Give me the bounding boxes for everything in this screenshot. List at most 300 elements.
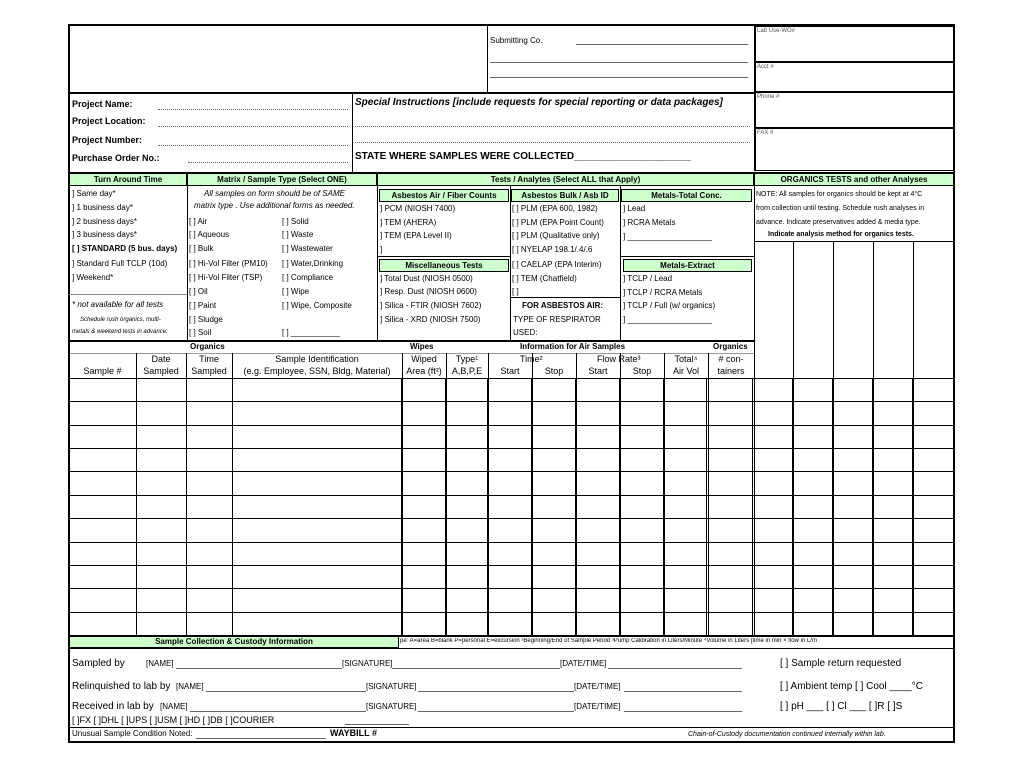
table-cell[interactable] (793, 379, 833, 402)
name-label: [NAME] (176, 682, 204, 691)
table-cell[interactable] (793, 519, 833, 542)
asbestos-bulk-option[interactable]: [ ] PLM (Qualitative only) (512, 231, 600, 240)
turn-around-item[interactable]: ] Standard Full TCLP (10d) (72, 259, 168, 268)
table-cell[interactable] (793, 495, 833, 518)
table-cell[interactable] (402, 565, 446, 588)
table-cell[interactable] (531, 519, 575, 542)
table-cell[interactable] (833, 565, 873, 588)
custody-header: Sample Collection & Custody Information (69, 636, 399, 648)
name-label: [NAME] (160, 702, 188, 711)
sample-return-checkbox[interactable]: [ ] Sample return requested (780, 658, 902, 669)
table-cell[interactable] (753, 565, 793, 588)
table-cell[interactable] (232, 542, 402, 565)
matrix-option[interactable]: [ ] Hi-Vol Filter (PM10) (189, 259, 268, 268)
table-cell[interactable] (793, 565, 833, 588)
table-cell[interactable] (912, 495, 953, 518)
table-cell[interactable] (833, 612, 873, 635)
received-signature-field[interactable] (418, 711, 574, 712)
table-cell[interactable] (912, 425, 953, 448)
table-cell[interactable] (707, 589, 753, 612)
asbestos-bulk-option[interactable]: [ ] NYELAP 198.1/.4/.6 (512, 245, 593, 254)
metals-extract-header: Metals-Extract (623, 259, 752, 272)
misc-test-option[interactable]: ] Silica - FTIR (NIOSH 7602) (380, 301, 482, 310)
table-cell[interactable] (833, 472, 873, 495)
table-cell[interactable] (488, 449, 532, 472)
table-cell[interactable] (619, 425, 663, 448)
matrix-option[interactable]: [ ] Compliance (282, 273, 334, 282)
table-cell[interactable] (663, 425, 707, 448)
table-cell[interactable] (793, 425, 833, 448)
table-cell[interactable] (232, 449, 402, 472)
received-label: Received in lab by (72, 701, 154, 712)
metals-extract-option[interactable]: ] TCLP / Lead (623, 274, 673, 283)
table-cell[interactable] (663, 449, 707, 472)
table-cell[interactable] (575, 425, 619, 448)
table-cell[interactable] (575, 402, 619, 425)
table-cell[interactable] (446, 449, 488, 472)
table-cell[interactable] (402, 379, 446, 402)
purchase-order-label: Purchase Order No.: (72, 153, 160, 163)
asbestos-bulk-option[interactable]: [ ] TEM (Chatfield) (512, 274, 577, 283)
table-cell[interactable] (707, 449, 753, 472)
table-cell[interactable] (833, 589, 873, 612)
matrix-option[interactable]: [ ] Wipe (282, 287, 310, 296)
table-cell[interactable] (833, 402, 873, 425)
sampled-by-name-field[interactable] (176, 668, 342, 669)
table-cell[interactable] (912, 402, 953, 425)
table-cell[interactable] (402, 402, 446, 425)
table-cell[interactable] (619, 542, 663, 565)
metals-total-option[interactable]: ] ___________________ (623, 232, 712, 241)
table-cell[interactable] (753, 379, 793, 402)
table-cell[interactable] (186, 402, 232, 425)
table-cell[interactable] (707, 402, 753, 425)
metals-extract-option[interactable]: ] ___________________ (623, 315, 712, 324)
project-name-label: Project Name: (72, 99, 133, 109)
column-header: Sample # (83, 366, 122, 376)
table-cell[interactable] (186, 519, 232, 542)
purchase-order-field[interactable] (188, 162, 348, 163)
table-cell[interactable] (753, 495, 793, 518)
table-cell[interactable] (136, 565, 186, 588)
phone-box[interactable] (755, 92, 954, 128)
matrix-header: Matrix / Sample Type (Select ONE) (187, 173, 377, 186)
table-cell[interactable] (446, 379, 488, 402)
asbestos-air-option[interactable]: ] (380, 245, 383, 254)
table-row (70, 542, 954, 565)
table-row (70, 589, 954, 612)
table-cell[interactable] (707, 612, 753, 635)
table-cell[interactable] (232, 519, 402, 542)
table-row (70, 379, 954, 402)
column-header: Type¹ (455, 354, 479, 364)
table-cell[interactable] (707, 565, 753, 588)
turn-around-item[interactable]: ] 3 business days* (72, 230, 137, 239)
table-cell[interactable] (446, 542, 488, 565)
table-cell[interactable] (619, 565, 663, 588)
table-cell[interactable] (402, 589, 446, 612)
table-cell[interactable] (531, 449, 575, 472)
ph-checkbox[interactable]: [ ] pH ___ [ ] Cl ___ [ ]R [ ]S (780, 701, 903, 712)
table-cell[interactable] (488, 565, 532, 588)
table-cell[interactable] (793, 612, 833, 635)
table-cell[interactable] (873, 495, 913, 518)
table-cell[interactable] (663, 379, 707, 402)
matrix-option[interactable]: [ ] Water,Drinking (282, 259, 344, 268)
ambient-temp-checkbox[interactable]: [ ] Ambient temp [ ] Cool ____°C (780, 681, 923, 692)
table-cell[interactable] (575, 612, 619, 635)
table-cell[interactable] (575, 589, 619, 612)
table-cell[interactable] (531, 402, 575, 425)
table-cell[interactable] (70, 589, 137, 612)
table-row (70, 495, 954, 518)
turn-around-note: Schedule rush organics, multi- (80, 317, 161, 323)
project-location-label: Project Location: (72, 116, 146, 126)
respirator-label: TYPE OF RESPIRATOR (513, 315, 601, 324)
matrix-option[interactable]: [ ] Aqueous (189, 230, 230, 239)
table-cell[interactable] (232, 402, 402, 425)
table-cell[interactable] (70, 379, 137, 402)
table-cell[interactable] (232, 612, 402, 635)
table-cell[interactable] (619, 519, 663, 542)
metals-total-option[interactable]: ] RCRA Metals (623, 218, 676, 227)
table-cell[interactable] (873, 379, 913, 402)
table-cell[interactable] (575, 542, 619, 565)
table-cell[interactable] (873, 472, 913, 495)
table-cell[interactable] (912, 589, 953, 612)
table-row (70, 472, 954, 495)
project-number-field[interactable] (158, 145, 348, 146)
turn-around-item[interactable]: ] 1 business day* (72, 203, 133, 212)
table-cell[interactable] (232, 495, 402, 518)
signature-label: [SIGNATURE] (342, 659, 393, 668)
state-collected-label: STATE WHERE SAMPLES WERE COLLECTED_____________________ (355, 151, 691, 162)
table-cell[interactable] (873, 612, 913, 635)
table-cell[interactable] (402, 472, 446, 495)
table-cell[interactable] (402, 495, 446, 518)
table-cell[interactable] (446, 425, 488, 448)
table-cell[interactable] (619, 495, 663, 518)
matrix-option[interactable]: [ ] ___________ (282, 328, 340, 337)
table-cell[interactable] (232, 472, 402, 495)
misc-test-option[interactable]: ] Silica - XRD (NIOSH 7500) (380, 315, 481, 324)
table-cell[interactable] (912, 449, 953, 472)
tests-header: Tests / Analytes (Select ALL that Apply) (377, 173, 754, 186)
table-cell[interactable] (70, 425, 137, 448)
table-cell[interactable] (186, 542, 232, 565)
acct-box[interactable] (755, 62, 954, 92)
table-cell[interactable] (663, 495, 707, 518)
table-cell[interactable] (136, 612, 186, 635)
table-cell[interactable] (753, 472, 793, 495)
table-cell[interactable] (70, 449, 137, 472)
asbestos-air-respirator-title: FOR ASBESTOS AIR: (522, 301, 604, 310)
column-header: Start (500, 366, 520, 376)
table-cell[interactable] (531, 612, 575, 635)
table-cell[interactable] (619, 472, 663, 495)
table-cell[interactable] (575, 472, 619, 495)
table-cell[interactable] (70, 612, 137, 635)
turn-around-item[interactable]: ] 2 business days* (72, 217, 137, 226)
table-cell[interactable] (186, 565, 232, 588)
table-cell[interactable] (663, 519, 707, 542)
table-cell[interactable] (833, 495, 873, 518)
datetime-label: [DATE/TIME] (574, 682, 621, 691)
turn-around-item[interactable]: ] Weekend* (72, 273, 114, 282)
matrix-option[interactable]: [ ] Soil (189, 328, 212, 337)
table-cell[interactable] (186, 379, 232, 402)
table-cell[interactable] (232, 425, 402, 448)
table-cell[interactable] (663, 472, 707, 495)
sampled-by-datetime-field[interactable] (608, 668, 742, 669)
table-cell[interactable] (136, 495, 186, 518)
table-cell[interactable] (136, 402, 186, 425)
table-cell[interactable] (753, 449, 793, 472)
table-cell[interactable] (575, 379, 619, 402)
matrix-option[interactable]: [ ] Wipe, Composite (282, 301, 352, 310)
table-cell[interactable] (402, 612, 446, 635)
matrix-option[interactable]: [ ] Oil (189, 287, 208, 296)
table-cell[interactable] (619, 612, 663, 635)
asbestos-bulk-option[interactable]: [ ] PLM (EPA 600, 1982) (512, 204, 598, 213)
turn-around-header: Turn Around Time (69, 173, 187, 186)
metals-total-option[interactable]: ] Lead (623, 204, 646, 213)
table-cell[interactable] (619, 589, 663, 612)
table-cell[interactable] (663, 402, 707, 425)
column-header: Stop (632, 366, 652, 376)
table-cell[interactable] (873, 589, 913, 612)
table-cell[interactable] (707, 519, 753, 542)
metals-extract-option[interactable]: ] TCLP / RCRA Metals (623, 288, 703, 297)
table-cell[interactable] (707, 542, 753, 565)
table-cell[interactable] (793, 472, 833, 495)
table-cell[interactable] (663, 565, 707, 588)
relinquished-datetime-field[interactable] (624, 691, 742, 692)
metals-extract-option[interactable]: ] TCLP / Full (w/ organics) (623, 301, 716, 310)
column-header: A,B,P,E (451, 366, 483, 376)
matrix-option[interactable]: [ ] Waste (282, 230, 314, 239)
table-cell[interactable] (575, 449, 619, 472)
table-cell[interactable] (70, 495, 137, 518)
shipping-options[interactable]: [ ]FX [ ]DHL [ ]UPS [ ]USM [ ]HD [ ]DB [ ]COURIER (72, 715, 275, 725)
table-cell[interactable] (488, 589, 532, 612)
table-cell[interactable] (912, 472, 953, 495)
table-cell[interactable] (232, 565, 402, 588)
table-cell[interactable] (136, 472, 186, 495)
misc-tests-header: Miscellaneous Tests (379, 259, 509, 272)
misc-test-option[interactable]: ] Total Dust (NIOSH 0500) (380, 274, 473, 283)
table-cell[interactable] (531, 495, 575, 518)
table-cell[interactable] (793, 589, 833, 612)
table-cell[interactable] (619, 379, 663, 402)
table-cell[interactable] (531, 565, 575, 588)
sampled-by-signature-field[interactable] (392, 668, 560, 669)
table-cell[interactable] (488, 472, 532, 495)
sampled-by-label: Sampled by (72, 658, 125, 669)
table-cell[interactable] (70, 542, 137, 565)
table-cell[interactable] (531, 472, 575, 495)
table-cell[interactable] (753, 425, 793, 448)
table-cell[interactable] (136, 542, 186, 565)
turn-around-item[interactable]: ] Same day* (72, 189, 116, 198)
table-cell[interactable] (575, 565, 619, 588)
table-cell[interactable] (793, 449, 833, 472)
table-cell[interactable] (707, 425, 753, 448)
organics-note: NOTE: All samples for organics should be kept at 4°C (756, 191, 923, 198)
table-cell[interactable] (912, 565, 953, 588)
received-name-field[interactable] (190, 711, 366, 712)
table-group-wipes: Wipes (410, 342, 434, 351)
asbestos-bulk-option[interactable]: [ ] CAELAP (EPA Interim) (512, 260, 602, 269)
matrix-option[interactable]: [ ] Paint (189, 301, 217, 310)
table-cell[interactable] (136, 589, 186, 612)
table-row (70, 565, 954, 588)
table-cell[interactable] (707, 495, 753, 518)
table-cell[interactable] (753, 542, 793, 565)
table-cell[interactable] (707, 379, 753, 402)
project-location-field[interactable] (158, 126, 348, 127)
signature-label: [SIGNATURE] (366, 702, 417, 711)
signature-label: [SIGNATURE] (366, 682, 417, 691)
table-cell[interactable] (753, 402, 793, 425)
table-cell[interactable] (873, 542, 913, 565)
table-cell[interactable] (488, 495, 532, 518)
matrix-option[interactable]: [ ] Air (189, 217, 208, 226)
table-cell[interactable] (446, 589, 488, 612)
table-cell[interactable] (446, 402, 488, 425)
table-cell[interactable] (186, 612, 232, 635)
table-cell[interactable] (912, 612, 953, 635)
table-cell[interactable] (531, 379, 575, 402)
table-cell[interactable] (488, 612, 532, 635)
matrix-option[interactable]: [ ] Solid (282, 217, 309, 226)
table-cell[interactable] (446, 519, 488, 542)
table-cell[interactable] (186, 449, 232, 472)
table-cell[interactable] (753, 612, 793, 635)
table-cell[interactable] (446, 565, 488, 588)
table-cell[interactable] (402, 519, 446, 542)
column-header: Stop (544, 366, 564, 376)
table-cell[interactable] (186, 425, 232, 448)
matrix-option[interactable]: [ ] Bulk (189, 244, 214, 253)
table-cell[interactable] (488, 542, 532, 565)
table-cell[interactable] (488, 402, 532, 425)
table-cell[interactable] (531, 425, 575, 448)
column-header: (e.g. Employee, SSN, Bldg, Material) (243, 366, 391, 376)
table-cell[interactable] (136, 519, 186, 542)
table-cell[interactable] (873, 519, 913, 542)
table-cell[interactable] (912, 519, 953, 542)
table-row (70, 519, 954, 542)
matrix-option[interactable]: [ ] Hi-Vol Filter (TSP) (189, 273, 263, 282)
table-cell[interactable] (753, 519, 793, 542)
table-row (70, 449, 954, 472)
organics-note: Indicate analysis method for organics tests. (768, 231, 914, 238)
table-cell[interactable] (488, 425, 532, 448)
asbestos-bulk-option[interactable]: [ ] PLM (EPA Point Count) (512, 218, 604, 227)
table-cell[interactable] (833, 542, 873, 565)
received-datetime-field[interactable] (624, 711, 742, 712)
table-cell[interactable] (136, 449, 186, 472)
turn-around-item[interactable]: [ ] STANDARD (5 bus. days) (72, 244, 178, 253)
project-name-field[interactable] (158, 109, 348, 110)
table-cell[interactable] (619, 402, 663, 425)
table-cell[interactable] (707, 472, 753, 495)
asbestos-air-option[interactable]: ] TEM (AHERA) (380, 218, 437, 227)
table-cell[interactable] (793, 542, 833, 565)
matrix-option[interactable]: [ ] Sludge (189, 315, 223, 324)
asbestos-bulk-option[interactable]: [ ] (512, 287, 519, 296)
table-cell[interactable] (873, 565, 913, 588)
table-cell[interactable] (402, 542, 446, 565)
table-cell[interactable] (186, 472, 232, 495)
misc-test-option[interactable]: ] Resp. Dust (NIOSH 0600) (380, 287, 477, 296)
table-cell[interactable] (575, 519, 619, 542)
table-cell[interactable] (531, 542, 575, 565)
asbestos-air-option[interactable]: ] PCM (NIOSH 7400) (380, 204, 456, 213)
table-cell[interactable] (446, 472, 488, 495)
fax-box[interactable] (755, 128, 954, 171)
unusual-condition-field[interactable] (196, 738, 326, 739)
table-cell[interactable] (793, 402, 833, 425)
table-cell[interactable] (232, 589, 402, 612)
table-row (70, 402, 954, 425)
table-group-air: Information for Air Samples (520, 342, 626, 351)
column-header: # con- (718, 354, 744, 364)
table-cell[interactable] (186, 495, 232, 518)
table-cell[interactable] (488, 379, 532, 402)
table-cell[interactable] (70, 402, 137, 425)
table-cell[interactable] (232, 379, 402, 402)
table-cell[interactable] (753, 589, 793, 612)
table-cell[interactable] (912, 379, 953, 402)
table-cell[interactable] (833, 379, 873, 402)
table-cell[interactable] (833, 449, 873, 472)
table-cell[interactable] (873, 449, 913, 472)
table-cell[interactable] (402, 425, 446, 448)
table-cell[interactable] (136, 379, 186, 402)
datetime-label: [DATE/TIME] (574, 702, 621, 711)
table-cell[interactable] (186, 589, 232, 612)
table-cell[interactable] (873, 425, 913, 448)
table-cell[interactable] (70, 565, 137, 588)
table-cell[interactable] (663, 589, 707, 612)
asbestos-air-option[interactable]: ] TEM (EPA Level II) (380, 231, 452, 240)
table-cell[interactable] (488, 519, 532, 542)
table-cell[interactable] (70, 472, 137, 495)
table-cell[interactable] (575, 495, 619, 518)
table-cell[interactable] (70, 519, 137, 542)
table-cell[interactable] (873, 402, 913, 425)
table-cell[interactable] (912, 542, 953, 565)
table-cell[interactable] (531, 589, 575, 612)
table-cell[interactable] (446, 612, 488, 635)
relinquished-name-field[interactable] (206, 691, 366, 692)
table-cell[interactable] (446, 495, 488, 518)
matrix-option[interactable]: [ ] Wastewater (282, 244, 333, 253)
table-cell[interactable] (833, 425, 873, 448)
table-cell[interactable] (619, 449, 663, 472)
respirator-used-label: USED: (513, 328, 538, 337)
table-cell[interactable] (136, 425, 186, 448)
table-cell[interactable] (663, 542, 707, 565)
table-cell[interactable] (402, 449, 446, 472)
table-cell[interactable] (663, 612, 707, 635)
table-group-organics: Organics (190, 342, 225, 351)
sample-table (69, 378, 954, 636)
table-cell[interactable] (833, 519, 873, 542)
relinquished-signature-field[interactable] (418, 691, 574, 692)
